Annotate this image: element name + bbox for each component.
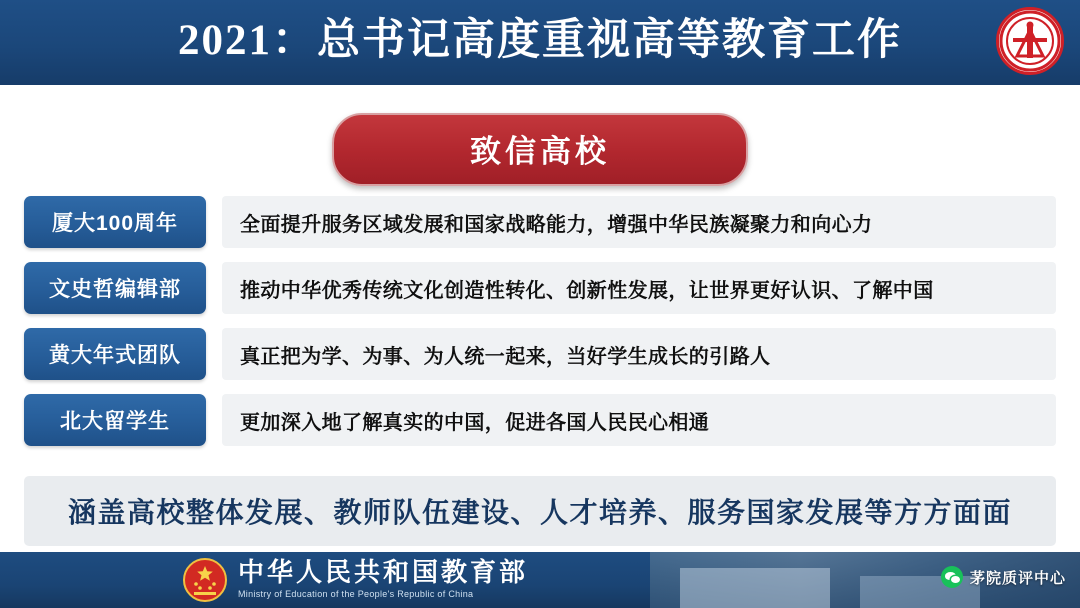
list-item (24, 394, 1056, 446)
ministry-label (238, 558, 528, 601)
row-text: 全面提升服务区域发展和国家战略能力，增强中华民族凝聚力和向心力 (222, 196, 1056, 248)
slide-footer (0, 552, 1080, 608)
row-tag: 文史哲编辑部 (24, 262, 206, 314)
list-item (24, 328, 1056, 380)
national-emblem-icon (182, 557, 228, 603)
summary-bar: 涵盖高校整体发展、教师队伍建设、人才培养、服务国家发展等方方面面 (24, 476, 1056, 546)
section-heading (0, 113, 1080, 186)
ministry-name-cn: 中华人民共和国教育部 (238, 558, 529, 587)
row-tag: 厦大100周年 (24, 196, 206, 248)
row-text: 真正把为学、为事、为人统一起来，当好学生成长的引路人 (222, 328, 1056, 380)
list-item (24, 196, 1056, 248)
wechat-icon (941, 566, 963, 588)
watermark (941, 566, 1066, 588)
row-text: 推动中华优秀传统文化创造性转化、创新性发展，让世界更好认识、了解中国 (222, 262, 1056, 314)
watermark-text: 茅院质评中心 (969, 569, 1066, 587)
page-title: 2021：总书记高度重视高等教育工作 (178, 17, 902, 64)
list-item (24, 262, 1056, 314)
row-text: 更加深入地了解真实的中国，促进各国人民民心相通 (222, 394, 1056, 446)
row-tag: 黄大年式团队 (24, 328, 206, 380)
row-tag: 北大留学生 (24, 394, 206, 446)
section-heading-label: 致信高校 (332, 113, 748, 186)
slide-header (0, 0, 1080, 88)
ministry-name-en: Ministry of Education of the People's Republic of China (238, 589, 474, 599)
content-rows (24, 196, 1056, 460)
university-emblem-icon (996, 7, 1064, 75)
